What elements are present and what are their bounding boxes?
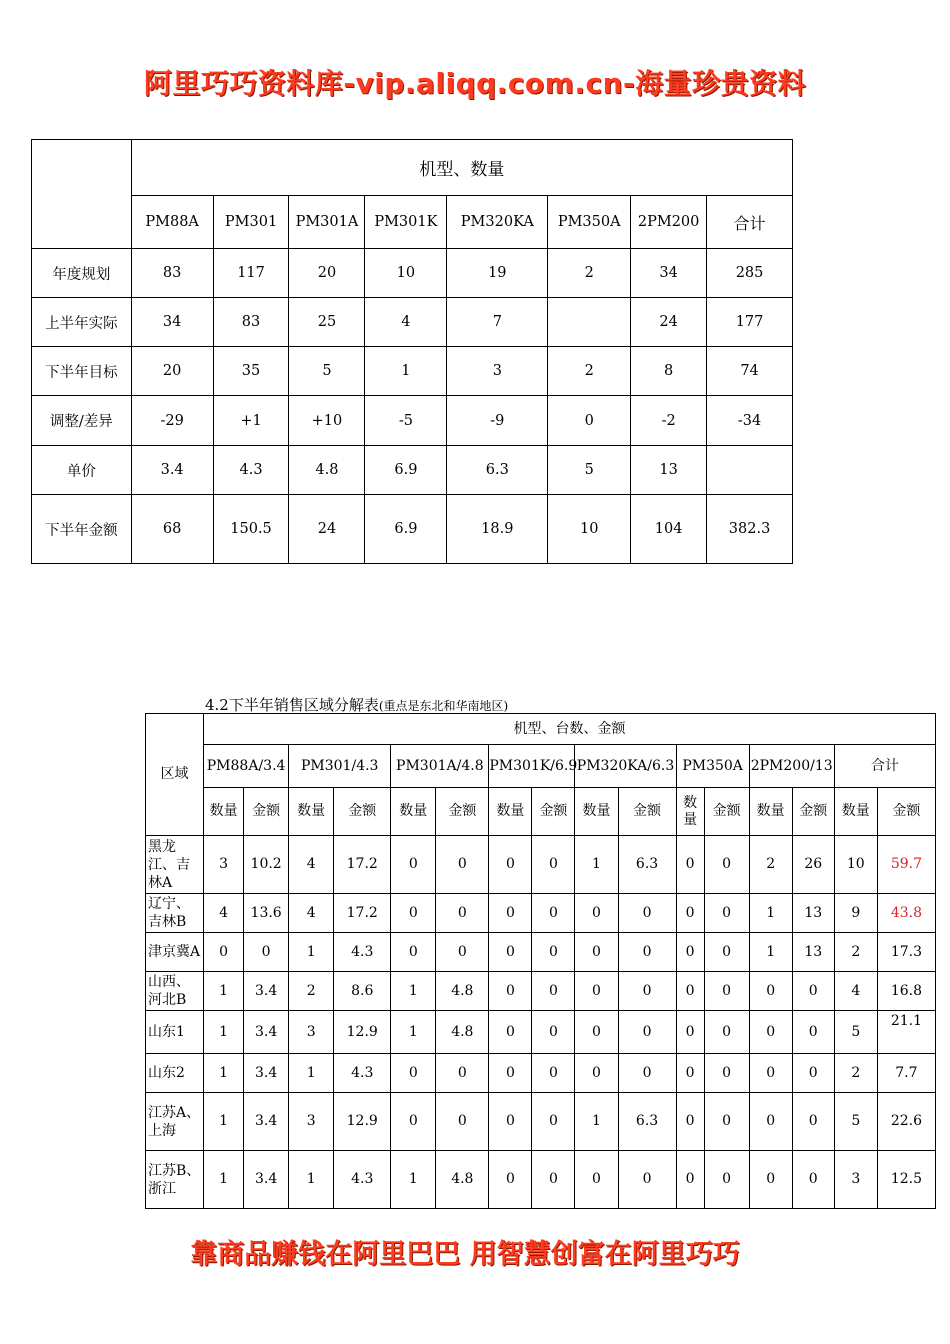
table-cell: 10 [365,249,447,298]
plan-table [31,139,793,564]
corner-cell [32,140,132,249]
table-cell: 0 [532,1151,575,1209]
table-row [32,249,793,298]
table-cell: 0 [489,972,532,1011]
table-cell: 3.4 [244,1093,289,1151]
model-header: PM320KA/6.3 [575,745,676,788]
table-cell: 1 [289,933,334,972]
table-cell: 0 [749,1054,792,1093]
table2-caption [205,694,508,715]
row-label: 上半年实际 [32,298,132,347]
table-cell: +1 [213,396,289,446]
model-header: 2PM200/13 [749,745,834,788]
table-cell: 0 [391,894,436,933]
amount-header: 金额 [877,788,935,836]
table-cell: 35 [213,347,289,396]
region-label: 山东1 [146,1011,204,1054]
table-cell: 0 [704,1151,749,1209]
table-cell: 0 [548,396,631,446]
region-label: 黑龙江、吉林A [146,836,204,894]
table-cell: 0 [676,933,704,972]
table-cell: 6.3 [447,446,548,495]
table-cell: 177 [707,298,793,347]
region-label: 江苏B、浙江 [146,1151,204,1209]
table-cell: 0 [391,933,436,972]
table-cell: 1 [289,1151,334,1209]
table-cell: 5 [834,1093,877,1151]
region-label: 山西、河北B [146,972,204,1011]
table-cell: 2 [834,1054,877,1093]
table-cell: 0 [532,1054,575,1093]
table-cell: 17.2 [334,836,391,894]
model-header: PM301/4.3 [289,745,391,788]
table-cell: 4 [289,836,334,894]
table-row [146,836,936,894]
table-cell: 0 [532,933,575,972]
table-cell: 34 [631,249,707,298]
table-cell: 10 [548,495,631,564]
row-label: 调整/差异 [32,396,132,446]
table-cell: 4.3 [334,933,391,972]
qty-header: 数量 [676,788,704,836]
table-row [146,1093,936,1151]
table-cell: 4 [204,894,244,933]
table-cell: 6.3 [618,1093,676,1151]
row-label: 下半年目标 [32,347,132,396]
table-cell: 2 [834,933,877,972]
table-cell: 0 [676,1093,704,1151]
caption-note: (重点是东北和华南地区) [378,699,509,713]
table-cell: 0 [391,1093,436,1151]
table-cell: 0 [676,836,704,894]
table-row [32,396,793,446]
table-cell: 8.6 [334,972,391,1011]
table-cell: 34 [131,298,213,347]
table-cell: 3 [204,836,244,894]
table-cell: 4 [365,298,447,347]
table-row [146,972,936,1011]
table-cell: 0 [749,1151,792,1209]
table-cell: 0 [436,933,489,972]
model-header: 合计 [834,745,935,788]
table-cell: 2 [749,836,792,894]
table-cell: 13 [792,894,834,933]
table-row [146,1151,936,1209]
amount-header: 金额 [436,788,489,836]
table-cell: 21.1 [877,1011,935,1054]
table-cell: 0 [618,1011,676,1054]
table-cell: 9 [834,894,877,933]
table-cell: 12.5 [877,1151,935,1209]
table-cell: 74 [707,347,793,396]
table-cell: 4.8 [289,446,365,495]
table-row [32,495,793,564]
table-cell: 1 [749,894,792,933]
table-cell: 0 [532,836,575,894]
table-cell: 0 [704,933,749,972]
column-header: PM301 [213,196,289,249]
table-cell [707,446,793,495]
table-cell: -2 [631,396,707,446]
model-header: PM88A/3.4 [204,745,289,788]
table-cell: 1 [289,1054,334,1093]
model-header: PM350A [676,745,749,788]
column-header: 合计 [707,196,793,249]
amount-header: 金额 [244,788,289,836]
table-cell: 0 [618,933,676,972]
table-cell: 0 [532,1011,575,1054]
table-cell: 13 [792,933,834,972]
table-cell: 0 [704,1011,749,1054]
qty-header: 数量 [204,788,244,836]
table-cell: 0 [792,1011,834,1054]
table-cell: 0 [676,972,704,1011]
model-header: PM301K/6.9 [489,745,575,788]
table-cell: 0 [532,894,575,933]
table-cell: 7.7 [877,1054,935,1093]
table-cell: 3 [834,1151,877,1209]
table-cell: 4.8 [436,1011,489,1054]
table-cell: 1 [575,1093,618,1151]
table1-column-headers [32,196,793,249]
table-cell: 24 [631,298,707,347]
table-cell: 0 [575,972,618,1011]
table-cell: 0 [489,1093,532,1151]
row-label: 单价 [32,446,132,495]
qty-header: 数量 [391,788,436,836]
table-cell: 10 [834,836,877,894]
amount-header: 金额 [334,788,391,836]
table-cell: 2 [548,347,631,396]
table-cell: 0 [489,1011,532,1054]
table-cell: 3 [447,347,548,396]
table-row [146,1054,936,1093]
table-cell: 0 [532,972,575,1011]
table-cell: 0 [575,1054,618,1093]
table-cell: 0 [749,1011,792,1054]
table-cell: 17.3 [877,933,935,972]
table-cell: 0 [618,894,676,933]
table-cell: 0 [676,1011,704,1054]
table-cell: 20 [289,249,365,298]
table-cell: -9 [447,396,548,446]
table-row [32,298,793,347]
column-header: PM301K [365,196,447,249]
table-cell: 0 [489,1151,532,1209]
table-cell: 13 [631,446,707,495]
table-row [146,933,936,972]
table-cell: 0 [489,1054,532,1093]
table-cell: 0 [244,933,289,972]
region-label: 山东2 [146,1054,204,1093]
table-cell: 5 [289,347,365,396]
table-row [32,347,793,396]
table-cell: 3 [289,1093,334,1151]
table-cell: 1 [204,1093,244,1151]
table-cell: 5 [834,1011,877,1054]
table-cell: 83 [213,298,289,347]
table-cell: 4.3 [334,1054,391,1093]
table-cell: 2 [548,249,631,298]
table-cell: 1 [575,836,618,894]
table-cell: 2 [289,972,334,1011]
amount-header: 金额 [792,788,834,836]
table-cell: 12.9 [334,1093,391,1151]
table-cell: -29 [131,396,213,446]
table-cell: 8 [631,347,707,396]
table1-group-header: 机型、数量 [131,140,792,196]
table-cell: 0 [489,836,532,894]
table-cell: 4.3 [334,1151,391,1209]
model-header: PM301A/4.8 [391,745,489,788]
table-cell: 1 [204,1151,244,1209]
table-cell: 5 [548,446,631,495]
table-cell: 0 [676,1054,704,1093]
table-cell: 7 [447,298,548,347]
table-cell: 0 [704,894,749,933]
table-cell: 3.4 [244,1151,289,1209]
table-cell [548,298,631,347]
table-cell: 0 [575,1151,618,1209]
table-cell: 0 [204,933,244,972]
table-cell: 43.8 [877,894,935,933]
table-cell: 0 [792,972,834,1011]
table2-body [146,836,936,1209]
table-cell: 3.4 [244,1054,289,1093]
table2-group-header: 机型、台数、金额 [204,714,936,745]
table-cell: 4.3 [213,446,289,495]
table-cell: 13.6 [244,894,289,933]
table-cell: 382.3 [707,495,793,564]
table-cell: 19 [447,249,548,298]
table-cell: 20 [131,347,213,396]
table-cell: 3.4 [244,1011,289,1054]
table-cell: 4.8 [436,972,489,1011]
table-cell: 6.9 [365,495,447,564]
table-cell: 16.8 [877,972,935,1011]
table-cell: 3.4 [244,972,289,1011]
table-cell: 0 [436,1054,489,1093]
table-cell: 285 [707,249,793,298]
table-cell: 0 [749,972,792,1011]
table-cell: 0 [532,1093,575,1151]
row-label: 年度规划 [32,249,132,298]
table-cell: 0 [489,933,532,972]
top-banner: 阿里巧巧资料库-vip.aliqq.com.cn-海量珍贵资料 [143,67,807,100]
table-cell: 0 [704,972,749,1011]
table-cell: 1 [391,972,436,1011]
table-cell: 3 [289,1011,334,1054]
table-cell: 0 [391,1054,436,1093]
region-header: 区域 [146,714,204,836]
qty-header: 数量 [289,788,334,836]
region-table [145,713,936,1209]
row-label: 下半年金额 [32,495,132,564]
table-cell: 3.4 [131,446,213,495]
amount-header: 金额 [618,788,676,836]
table-cell: 1 [365,347,447,396]
table-cell: 0 [704,836,749,894]
table-cell: 0 [618,972,676,1011]
caption-main: 4.2下半年销售区域分解表 [205,696,379,714]
column-header: PM301A [289,196,365,249]
table-cell: 150.5 [213,495,289,564]
table-cell: -34 [707,396,793,446]
table-cell: 0 [575,1011,618,1054]
table-cell: 117 [213,249,289,298]
table-cell: 10.2 [244,836,289,894]
table2-sub-headers [146,788,936,836]
table-row [146,1011,936,1054]
table-cell: -5 [365,396,447,446]
table-cell: 4 [834,972,877,1011]
bottom-banner: 靠商品赚钱在阿里巴巴 用智慧创富在阿里巧巧 [190,1239,740,1270]
table-cell: 0 [749,1093,792,1151]
column-header: 2PM200 [631,196,707,249]
table-cell: 1 [749,933,792,972]
table-cell: 6.3 [618,836,676,894]
table-row [146,894,936,933]
table-cell: 0 [575,933,618,972]
table-cell: 12.9 [334,1011,391,1054]
table-cell: 0 [792,1151,834,1209]
table-cell: 0 [792,1093,834,1151]
table-cell: 0 [704,1054,749,1093]
amount-header: 金额 [532,788,575,836]
table-cell: 22.6 [877,1093,935,1151]
table-cell: 1 [391,1011,436,1054]
table-cell: 59.7 [877,836,935,894]
qty-header: 数量 [834,788,877,836]
table-cell: 6.9 [365,446,447,495]
table-cell: 4 [289,894,334,933]
table-cell: 1 [391,1151,436,1209]
table-cell: 0 [704,1093,749,1151]
table-cell: 17.2 [334,894,391,933]
table-cell: 4.8 [436,1151,489,1209]
table-cell: +10 [289,396,365,446]
region-label: 津京冀A [146,933,204,972]
table2-model-headers [146,745,936,788]
table-cell: 83 [131,249,213,298]
table-cell: 0 [618,1054,676,1093]
table1-body [32,249,793,564]
column-header: PM350A [548,196,631,249]
table-cell: 0 [391,836,436,894]
table-cell: 0 [436,894,489,933]
column-header: PM88A [131,196,213,249]
table-cell: 0 [436,1093,489,1151]
table-cell: 0 [489,894,532,933]
table-cell: 68 [131,495,213,564]
table-cell: 26 [792,836,834,894]
qty-header: 数量 [575,788,618,836]
table-cell: 1 [204,1011,244,1054]
table-cell: 0 [792,1054,834,1093]
table-cell: 0 [436,836,489,894]
table-cell: 1 [204,1054,244,1093]
table-cell: 0 [676,1151,704,1209]
amount-header: 金额 [704,788,749,836]
table-cell: 18.9 [447,495,548,564]
table-cell: 104 [631,495,707,564]
table-cell: 25 [289,298,365,347]
region-label: 江苏A、上海 [146,1093,204,1151]
region-label: 辽宁、吉林B [146,894,204,933]
table-cell: 1 [204,972,244,1011]
column-header: PM320KA [447,196,548,249]
table-row [32,446,793,495]
table-cell: 24 [289,495,365,564]
table-cell: 0 [618,1151,676,1209]
table-cell: 0 [575,894,618,933]
table-cell: 0 [676,894,704,933]
qty-header: 数量 [749,788,792,836]
qty-header: 数量 [489,788,532,836]
